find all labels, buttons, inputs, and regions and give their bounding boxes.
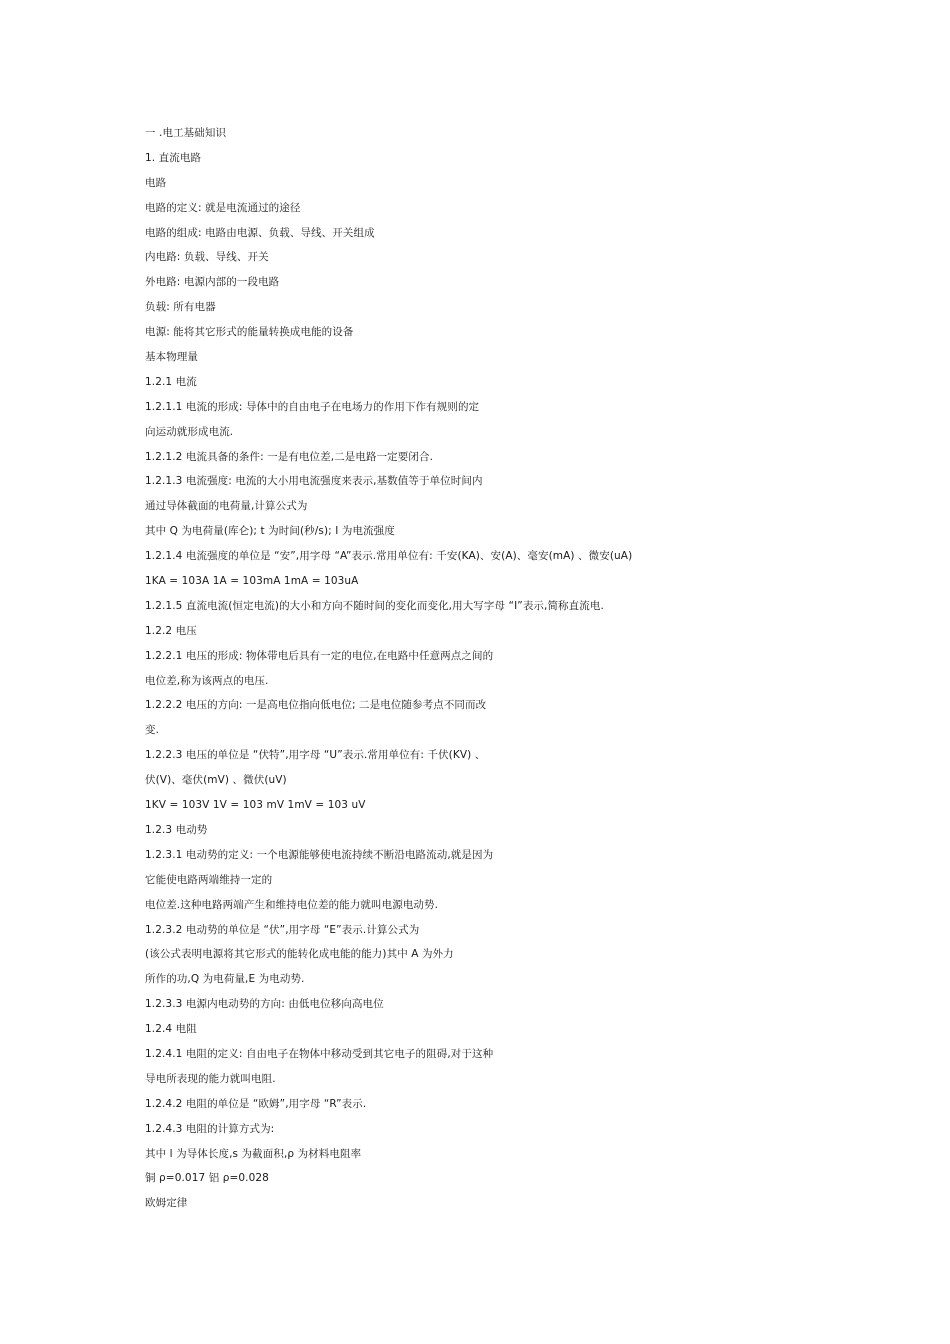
heading-voltage: 1.2.2 电压 (145, 624, 197, 637)
text-line: 导电所表现的能力就叫电阻. (145, 1072, 276, 1085)
text-line: 它能使电路两端维持一定的 (145, 873, 273, 886)
text-line: 伏(V)、毫伏(mV) 、微伏(uV) (145, 774, 287, 787)
text-line: 1.2.4.1 电阻的定义: 自由电子在物体中移动受到其它电子的阻碍,对于这种 (145, 1047, 494, 1060)
text-line: 1.2.2.1 电压的形成: 物体带电后具有一定的电位,在电路中任意两点之间的 (145, 649, 494, 662)
heading-basic-knowledge: 一 .电工基础知识 (145, 127, 227, 139)
text-line: 负载: 所有电器 (145, 301, 216, 314)
heading-resistance: 1.2.4 电阻 (145, 1023, 197, 1036)
text-line: 变. (145, 724, 160, 737)
text-line: 1.2.1.3 电流强度: 电流的大小用电流强度来表示,基数值等于单位时间内 (145, 475, 483, 488)
text-line: 1.2.1.4 电流强度的单位是 “安”,用字母 “A”表示.常用单位有: 千安(KA)、安(A)、毫安(mA) 、微安(uA) (145, 550, 633, 563)
text-line: 1.2.1.2 电流具备的条件: 一是有电位差,二是电路一定要闭合. (145, 450, 434, 463)
heading-physical-quantities: 基本物理量 (145, 351, 198, 364)
text-line: 1.2.3.2 电动势的单位是 “伏”,用字母 “E”表示.计算公式为 (145, 923, 420, 936)
text-line: 1.2.2.3 电压的单位是 “伏特”,用字母 “U”表示.常用单位有: 千伏(KV) 、 (145, 749, 486, 762)
text-line: 1.2.3.1 电动势的定义: 一个电源能够使电流持续不断沿电路流动,就是因为 (145, 848, 494, 861)
heading-emf: 1.2.3 电动势 (145, 823, 208, 836)
text-line: 通过导体截面的电荷量,计算公式为 (145, 500, 308, 513)
text-line: 向运动就形成电流. (145, 425, 234, 438)
text-line: 1KA = 103A 1A = 103mA 1mA = 103uA (145, 575, 359, 588)
text-line: 1.2.4.2 电阻的单位是 “欧姆”,用字母 “R”表示. (145, 1097, 367, 1110)
text-line: 电路的组成: 电路由电源、负载、导线、开关组成 (145, 226, 375, 239)
text-line: 1KV = 103V 1V = 103 mV 1mV = 103 uV (145, 799, 366, 812)
text-line: 1.2.3.3 电源内电动势的方向: 由低电位移向高电位 (145, 998, 384, 1011)
heading-dc-circuit: 1. 直流电路 (145, 151, 202, 164)
text-line: 电路的定义: 就是电流通过的途径 (145, 201, 301, 214)
heading-circuit: 电路 (145, 176, 167, 189)
text-line: 1.2.1.5 直流电流(恒定电流)的大小和方向不随时间的变化而变化,用大写字母 “I”表示,简称直流电. (145, 599, 604, 612)
text-line: 其中 l 为导体长度,s 为截面积,ρ 为材料电阻率 (145, 1147, 362, 1160)
document-body (145, 125, 865, 1220)
text-line: 1.2.1.1 电流的形成: 导体中的自由电子在电场力的作用下作有规则的定 (145, 400, 480, 413)
text-line: 1.2.2.2 电压的方向: 一是高电位指向低电位; 二是电位随参考点不同而改 (145, 699, 487, 712)
text-line: (该公式表明电源将其它形式的能转化成电能的能力)其中 A 为外力 (145, 948, 454, 961)
heading-ohms-law: 欧姆定律 (145, 1197, 188, 1210)
text-line: 铜 ρ=0.017 铝 ρ=0.028 (145, 1172, 269, 1185)
text-line: 电位差,称为该两点的电压. (145, 674, 269, 687)
text-line: 1.2.4.3 电阻的计算方式为: (145, 1122, 275, 1135)
heading-current: 1.2.1 电流 (145, 375, 197, 388)
text-line: 电位差.这种电路两端产生和维持电位差的能力就叫电源电动势. (145, 898, 439, 911)
text-line: 所作的功,Q 为电荷量,E 为电动势. (145, 973, 305, 986)
text-line: 外电路: 电源内部的一段电路 (145, 276, 280, 289)
text-line: 内电路: 负载、导线、开关 (145, 251, 269, 264)
text-line: 电源: 能将其它形式的能量转换成电能的设备 (145, 326, 354, 339)
text-line: 其中 Q 为电荷量(库仑); t 为时间(秒/s); I 为电流强度 (145, 525, 395, 538)
